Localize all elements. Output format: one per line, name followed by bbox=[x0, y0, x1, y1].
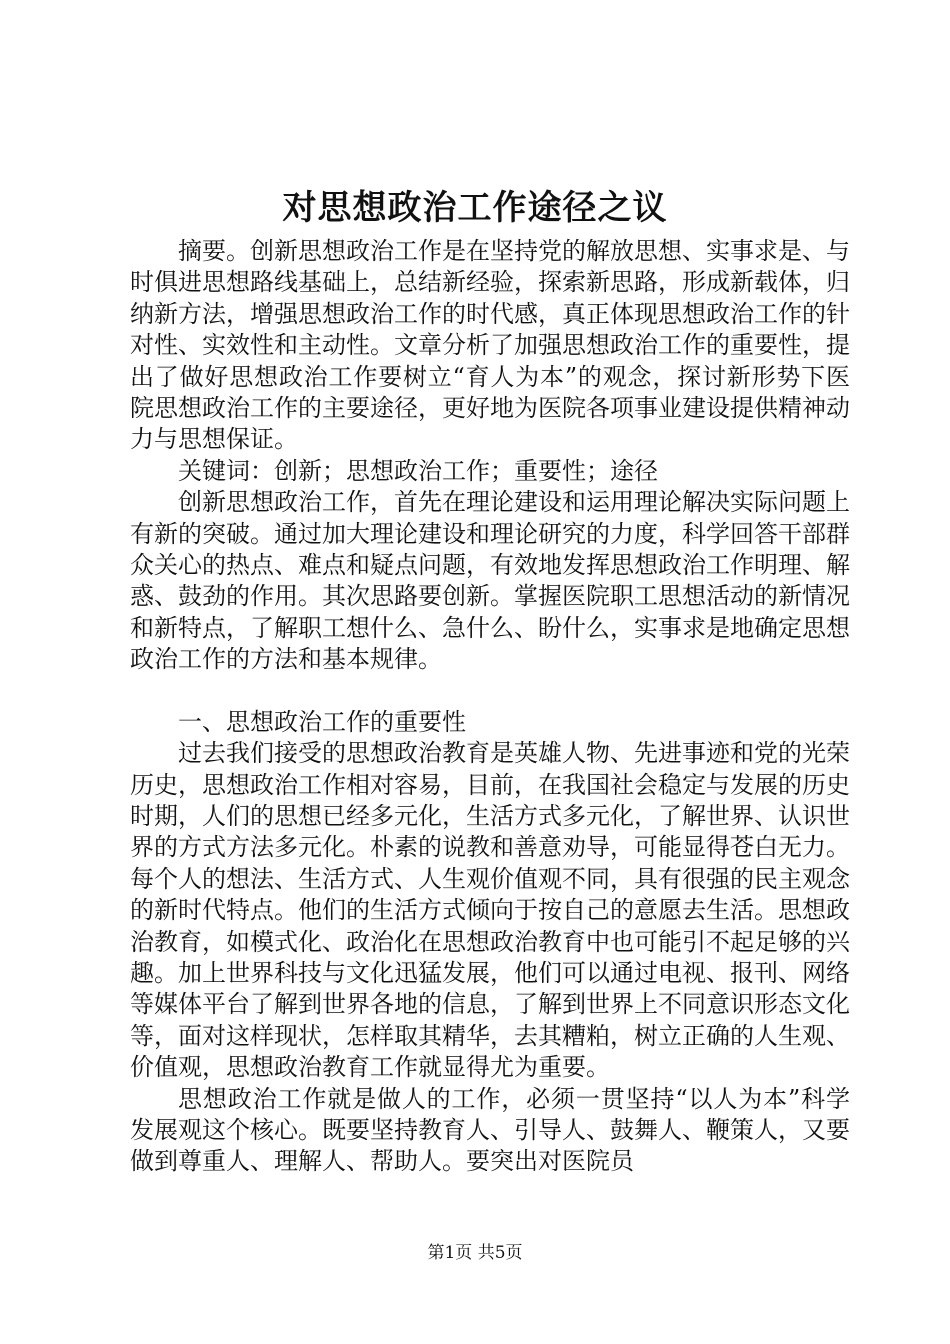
document-title: 对思想政治工作途径之议 bbox=[282, 188, 668, 228]
body-paragraph: 过去我们接受的思想政治教育是英雄人物、先进事迹和党的光荣历史，思想政治工作相对容易，目前，在我国社会稳定与发展的历史时期，人们的思想已经多元化，生活方式多元化，了解世界、认识世界的方式方法多元化。朴素的说教和善意劝导，可能显得苍白无力。每个人的想法、生活方式、人生观价值观不同，具有很强的民主观念的新时代特点。他们的生活方式倾向于按自己的意愿去生活。思想政治教育，如模式化、政治化在思想政治教育中也可能引不起足够的兴趣。加上世界科技与文化迅猛发展，他们可以通过电视、报刊、网络等媒体平台了解到世界各地的信息，了解到世界上不同意识形态文化等，面对这样现状，怎样取其精华，去其糟粕，树立正确的人生观、价值观，思想政治教育工作就显得尤为重要。 bbox=[130, 739, 850, 1082]
document-body bbox=[130, 236, 850, 1178]
keywords-paragraph: 关键词：创新；思想政治工作；重要性；途径 bbox=[178, 456, 658, 485]
section-heading: 一、思想政治工作的重要性 bbox=[178, 707, 466, 736]
page-footer: 第1页 共5页 bbox=[427, 1243, 523, 1263]
intro-paragraph: 创新思想政治工作，首先在理论建设和运用理论解决实际问题上有新的突破。通过加大理论建设和理论研究的力度，科学回答干部群众关心的热点、难点和疑点问题，有效地发挥思想政治工作明理、解惑、鼓劲的作用。其次思路要创新。掌握医院职工思想活动的新情况和新特点，了解职工想什么、急什么、盼什么，实事求是地确定思想政治工作的方法和基本规律。 bbox=[130, 488, 850, 674]
abstract-paragraph: 摘要。创新思想政治工作是在坚持党的解放思想、实事求是、与时俱进思想路线基础上，总结新经验，探索新思路，形成新载体，归纳新方法，增强思想政治工作的时代感，真正体现思想政治工作的针对性、实效性和主动性。文章分析了加强思想政治工作的重要性，提出了做好思想政治工作要树立“育人为本”的观念，探讨新形势下医院思想政治工作的主要途径，更好地为医院各项事业建设提供精神动力与思想保证。 bbox=[130, 237, 850, 454]
body-paragraph: 思想政治工作就是做人的工作，必须一贯坚持“以人为本”科学发展观这个核心。既要坚持教育人、引导人、鼓舞人、鞭策人，又要做到尊重人、理解人、帮助人。要突出对医院员 bbox=[130, 1084, 850, 1176]
